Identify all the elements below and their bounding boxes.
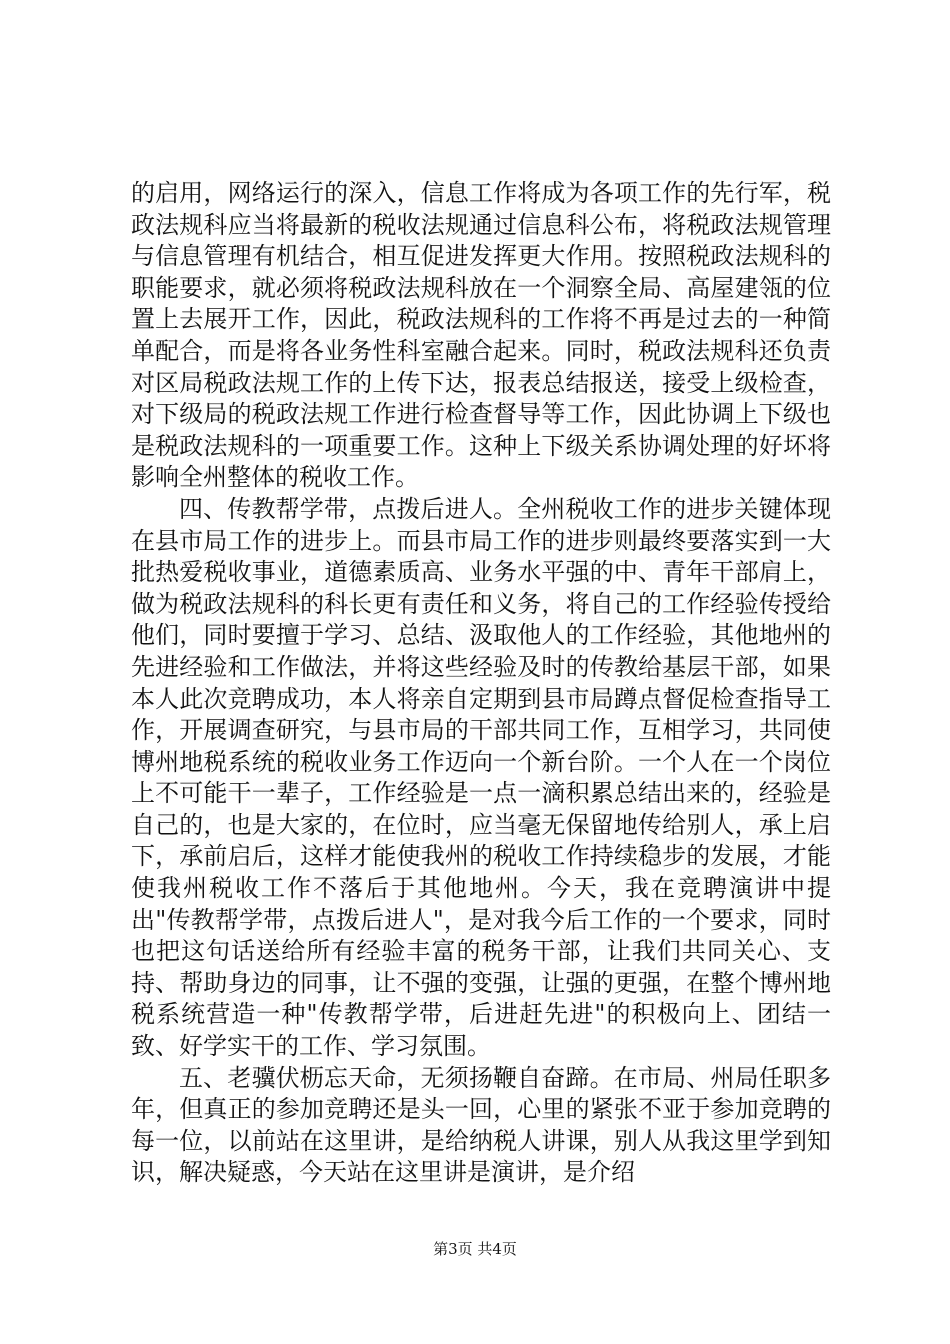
page-footer: 第3页 共4页	[433, 1240, 517, 1258]
paragraph-2: 四、传教帮学带，点拨后进人。全州税收工作的进步关键体现在县市局工作的进步上。而县市局工作的进步则最终要落实到一大批热爱税收事业，道德素质高、业务水平强的中、青年干部肩上，做为税政法规科的科长更有责任和义务，将自己的工作经验传授给他们，同时要擅于学习、总结、汲取他人的工作经验，其他地州的先进经验和工作做法，并将这些经验及时的传教给基层干部，如果本人此次竞聘成功，本人将亲自定期到县市局蹲点督促检查指导工作，开展调查研究，与县市局的干部共同工作，互相学习，共同使博州地税系统的税收业务工作迈向一个新台阶。一个人在一个岗位上不可能干一辈子，工作经验是一点一滴积累总结出来的，经验是自己的，也是大家的，在位时，应当毫无保留地传给别人，承上启下，承前启后，这样才能使我州的税收工作持续稳步的发展，才能使我州税收工作不落后于其他地州。今天，我在竞聘演讲中提出"传教帮学带，点拨后进人"，是对我今后工作的一个要求，同时也把这句话送给所有经验丰富的税务干部，让我们共同关心、支持、帮助身边的同事，让不强的变强，让强的更强，在整个博州地税系统营造一种"传教帮学带，后进赶先进"的积极向上、团结一致、好学实干的工作、学习氛围。	[131, 494, 831, 1061]
paragraph-1: 的启用，网络运行的深入，信息工作将成为各项工作的先行军，税政法规科应当将最新的税收法规通过信息科公布，将税政法规管理与信息管理有机结合，相互促进发挥更大作用。按照税政法规科的职能要求，就必须将税政法规科放在一个洞察全局、高屋建瓴的位置上去展开工作，因此，税政法规科的工作将不再是过去的一种简单配合，而是将各业务性科室融合起来。同时，税政法规科还负责对区局税政法规工作的上传下达，报表总结报送，接受上级检查，对下级局的税政法规工作进行检查督导等工作，因此协调上下级也是税政法规科的一项重要工作。这种上下级关系协调处理的好坏将影响全州整体的税收工作。	[131, 179, 831, 492]
paragraph-3: 五、老骥伏枥忘天命，无须扬鞭自奋蹄。在市局、州局任职多年，但真正的参加竞聘还是头一回，心里的紧张不亚于参加竞聘的每一位，以前站在这里讲，是给纳税人讲课，别人从我这里学到知识，解决疑惑，今天站在这里讲是演讲，是介绍	[131, 1063, 831, 1187]
document-body	[131, 178, 831, 1189]
